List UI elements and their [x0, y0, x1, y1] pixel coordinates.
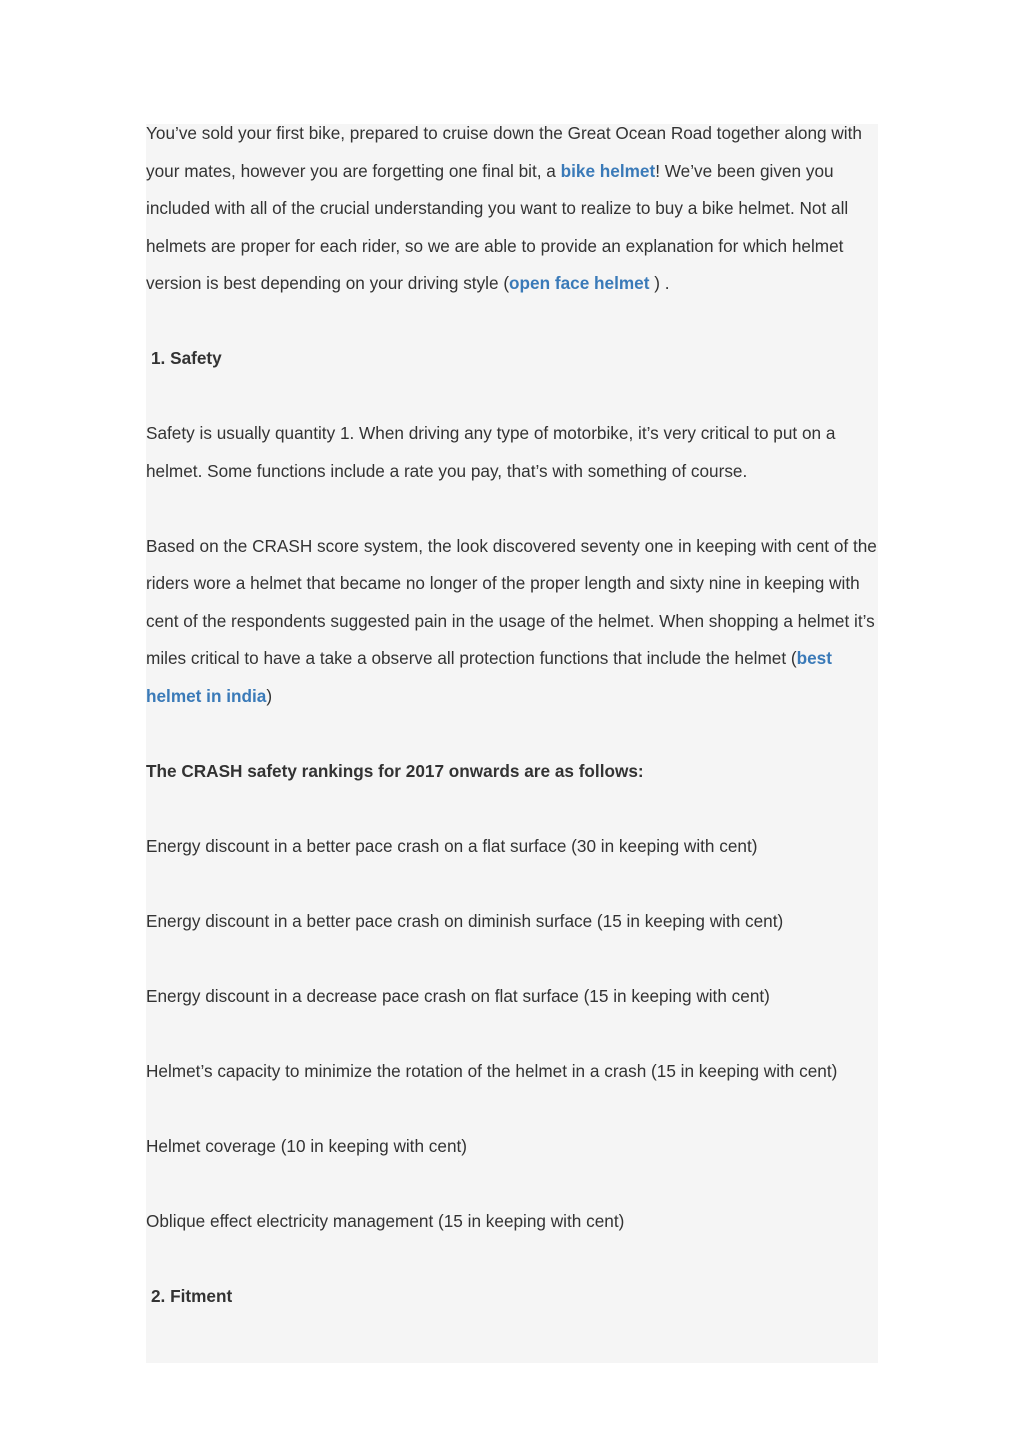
ranking-item: Energy discount in a better pace crash on diminish surface (15 in keeping with cent): [146, 910, 784, 931]
article-body: [146, 115, 886, 1315]
safety-heading: 1. Safety: [151, 348, 222, 368]
ranking-item: Helmet’s capacity to minimize the rotation of the helmet in a crash (15 in keeping with cent): [146, 1060, 838, 1081]
intro-text-part2: ! We’ve been given you included with all of the crucial understanding you want to realize to buy a bike helmet. Not all helmets are proper for each rider, so we are able to provide an explanation for which helmet version is best depending on your driving style (: [146, 160, 849, 293]
intro-text-part1: You’ve sold your first bike, prepared to cruise down the Great Ocean Road together along with your mates, however you are forgetting one final bit, a: [146, 123, 862, 181]
crash-score-paragraph: [146, 528, 886, 716]
fitment-heading: 2. Fitment: [151, 1285, 233, 1306]
intro-paragraph: [146, 115, 886, 303]
ranking-item: Energy discount in a decrease pace crash on flat surface (15 in keeping with cent): [146, 985, 770, 1006]
safety-paragraph: Safety is usually quantity 1. When driving any type of motorbike, it’s very critical to put on a helmet. Some functions include a rate you pay, that’s with something of course.: [146, 423, 836, 481]
intro-text-part3: ) .: [649, 273, 670, 293]
crash-score-text: Based on the CRASH score system, the look discovered seventy one in keeping with cent of the riders wore a helmet that became no longer of the proper length and sixty nine in keeping with cent of the respondents suggested pain in the usage of the helmet. When shopping a helmet it’s miles critical to have a take a observe all protection functions that include the helmet (: [146, 535, 877, 668]
open-face-helmet-link[interactable]: open face helmet: [509, 273, 650, 293]
ranking-item: Energy discount in a better pace crash on a flat surface (30 in keeping with cent): [146, 835, 758, 856]
ranking-item: Oblique effect electricity management (15 in keeping with cent): [146, 1210, 625, 1231]
rankings-heading: The CRASH safety rankings for 2017 onwards are as follows:: [146, 760, 644, 781]
ranking-item: Helmet coverage (10 in keeping with cent): [146, 1135, 467, 1156]
best-helmet-in-india-link[interactable]: best helmet in india: [146, 648, 832, 706]
crash-score-text-end: ): [266, 685, 273, 706]
bike-helmet-link[interactable]: bike helmet: [560, 160, 656, 181]
